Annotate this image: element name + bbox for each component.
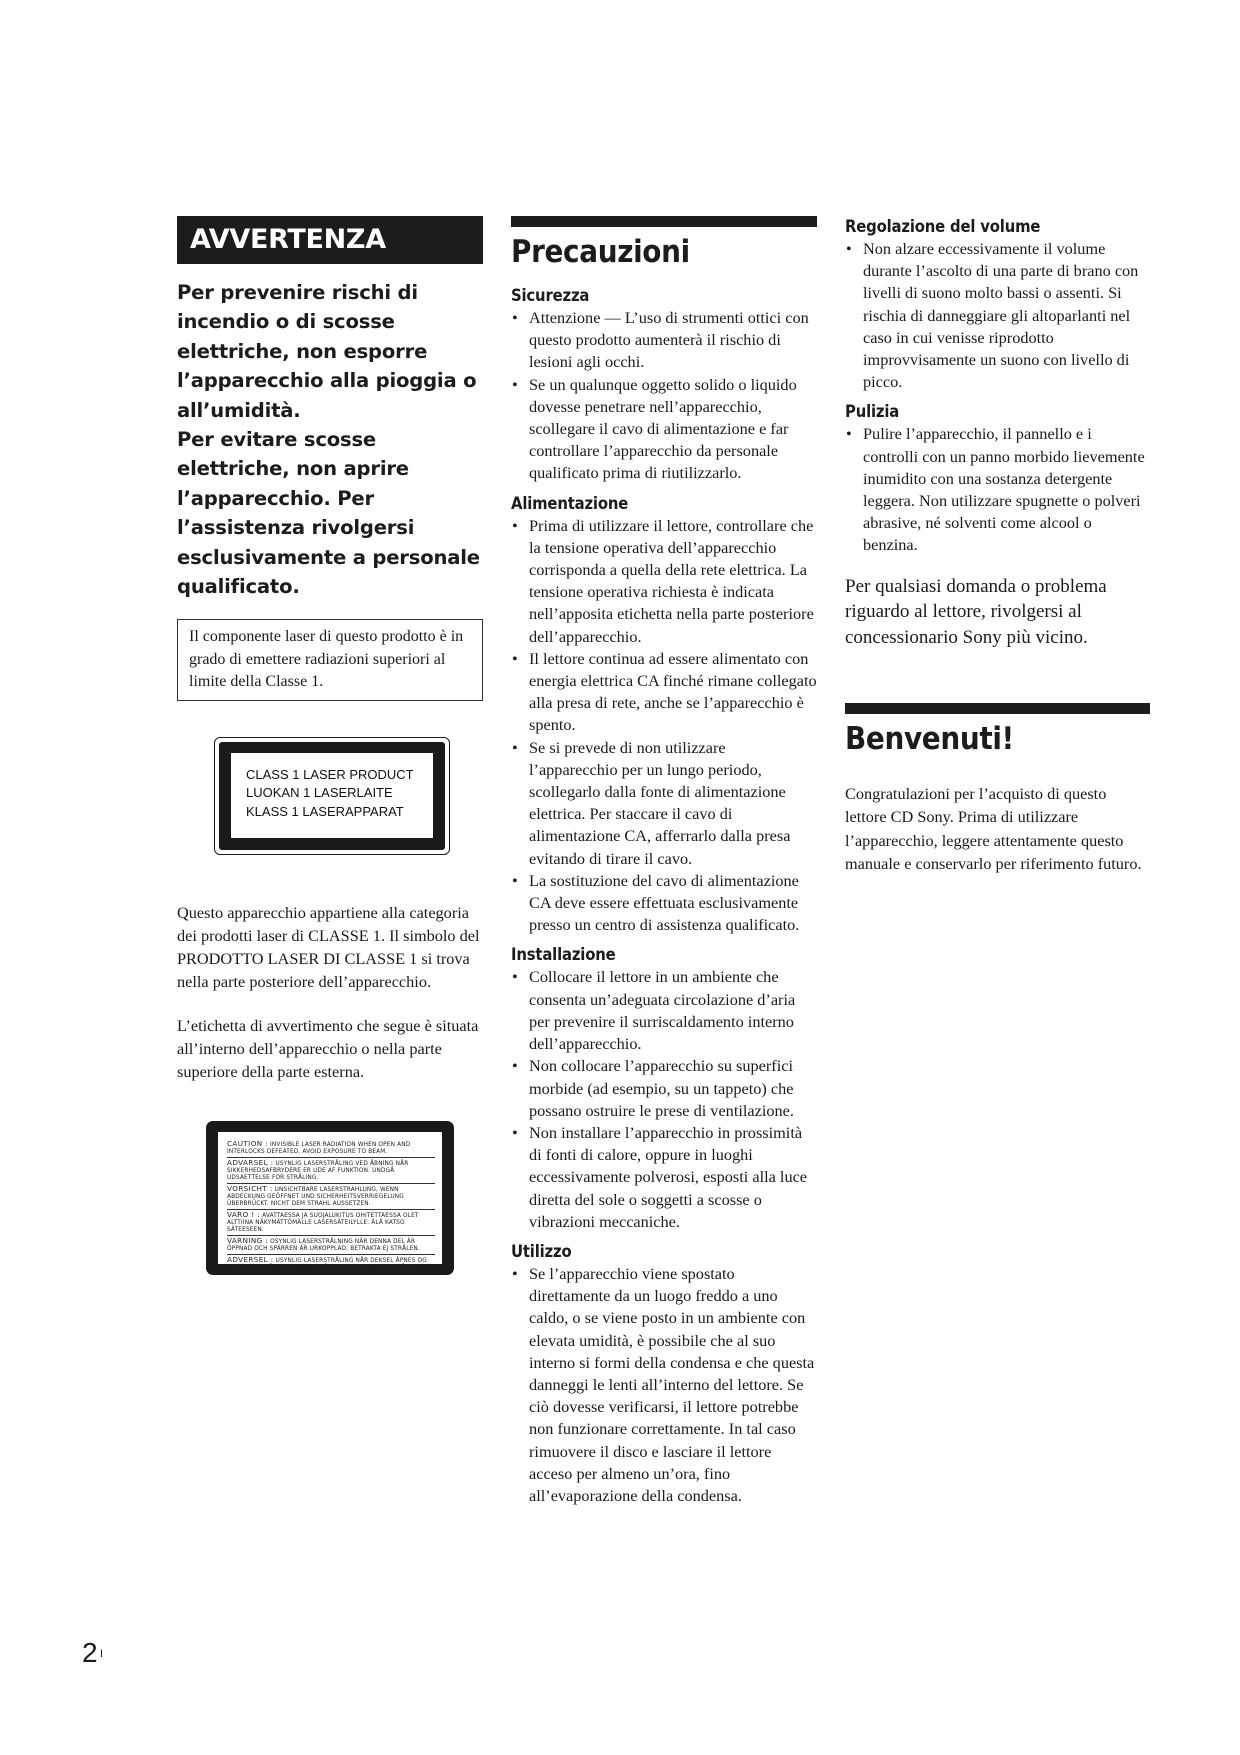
page-number-suffix: I (100, 1648, 104, 1660)
caution-line: VORSICHT : UNSICHTBARE LASERSTRAHLUNG, WENN ABDECKUNG GEÖFFNET UND SICHERHEITSVERRIEGELUNG ÜBERBRÜCKT. NICHT DEM STRAHL AUSSETZEN. (227, 1185, 435, 1210)
warning-text-fire: Per prevenire rischi di incendio o di scosse elettriche, non esporre l’apparecchio alla pioggia o all’umidità. (177, 281, 477, 422)
section-benvenuti (845, 703, 1150, 875)
section-sicurezza (511, 285, 817, 485)
volume-heading: Regolazione del volume (845, 217, 1041, 236)
caution-label (206, 1121, 454, 1275)
welcome-paragraph: Congratulazioni per l’acquisto di questo lettore CD Sony. Prima di utilizzare l’apparecchio, leggere attentamente questo manuale e conservarlo per riferimento futuro. (845, 784, 1142, 874)
alimentazione-heading: Alimentazione (511, 493, 629, 513)
caution-line: CAUTION : INVISIBLE LASER RADIATION WHEN OPEN AND INTERLOCKS DEFEATED. AVOID EXPOSURE TO BEAM. (227, 1140, 435, 1158)
sicurezza-heading: Sicurezza (511, 286, 590, 305)
laser-label-line-2: LUOKAN 1 LASERLAITE (246, 785, 393, 801)
caution-line: VARNING : OSYNLIG LASERSTRÅLNING NÄR DENNA DEL ÄR ÖPPNAD OCH SPÄRREN ÄR URKOPPLAD. BETRAKTA EJ STRÅLEN. (227, 1237, 435, 1255)
warning-text (177, 278, 483, 601)
caution-line: ADVARSEL : USYNLIG LASERSTRÅLING VED ÅBNING NÅR SIKKERHEDSAFBRYDERE ER UDE AF FUNKTION. UNDGÅ UDSAETTELSE FOR STRÅLING. (227, 1159, 435, 1184)
section-alimentazione (511, 493, 817, 937)
precauzioni-title: Precauzioni (511, 234, 690, 270)
list-item: • Collocare il lettore in un ambiente che consenta un’adeguata circolazione d’aria per prevenire il surriscaldamento interno dell’apparecchio. (511, 966, 817, 1055)
page-number: 2 (82, 1637, 98, 1668)
warning-title: AVVERTENZA (177, 216, 483, 264)
installazione-heading: Installazione (511, 945, 616, 965)
list-item: • Il lettore continua ad essere alimentato con energia elettrica CA finché rimane collegato alla presa di rete, anche se l’apparecchio è spento. (511, 648, 817, 737)
list-item: • Se un qualunque oggetto solido o liquido dovesse penetrare nell’apparecchio, scollegare il cavo di alimentazione e far controllare l’apparecchio da personale qualificato prima di riutilizzarlo. (511, 374, 817, 485)
column-right (845, 216, 1150, 875)
closing-paragraph: Per qualsiasi domanda o problema riguardo al lettore, rivolgersi al concessionario Sony più vicino. (845, 575, 1107, 648)
benvenuti-title: Benvenuti! (845, 721, 1014, 758)
list-item: • Se l’apparecchio viene spostato direttamente da un luogo freddo a uno caldo, o se viene posto in un ambiente con elevata umidità, è possibile che al suo interno si formi della condensa e che questa danneggi le lenti all’interno del lettore. Se ciò dovesse verificarsi, il lettore potrebbe non funzionare correttamente. In tal caso rimuovere il disco e lasciare il lettore acceso per almeno un’ora, fino all’evaporazione della condensa. (511, 1263, 817, 1507)
list-item: • Pulire l’apparecchio, il pannello e i controlli con un panno morbido lievemente inumidito con una sostanza detergente leggera. Non utilizzare spugnette o polveri abrasive, né solventi come alcool o benzina. (845, 423, 1150, 556)
list-item: • Prima di utilizzare il lettore, controllare che la tensione operativa dell’apparecchio corrisponda a quella della rete elettrica. La tensione operativa richiesta è indicata nell’apposita etichetta nella parte posteriore dell’apparecchio. (511, 515, 817, 648)
class1-laser-label (214, 737, 450, 855)
pulizia-heading: Pulizia (845, 402, 900, 422)
list-item: • Se si prevede di non utilizzare l’apparecchio per un lungo periodo, scollegarlo dalla fonte di alimentazione elettrica. Per staccare il cavo di alimentazione CA, afferrarlo dalla presa evitando di tirare il cavo. (511, 737, 817, 870)
utilizzo-heading: Utilizzo (511, 1241, 572, 1261)
warning-text-shock: Per evitare scosse elettriche, non aprire l’apparecchio. Per l’assistenza rivolgersi esclusivamente a personale qualificato. (177, 428, 480, 599)
section-rule (511, 216, 817, 227)
class1-paragraph: Questo apparecchio appartiene alla categoria dei prodotti laser di CLASSE 1. Il simbolo del PRODOTTO LASER DI CLASSE 1 si trova nella parte posteriore dell’apparecchio. (177, 902, 480, 991)
list-item: • Non installare l’apparecchio in prossimità di fonti di calore, oppure in luoghi eccessivamente polverosi, esposti alla luce diretta del sole o soggetti a scosse o vibrazioni meccaniche. (511, 1122, 817, 1233)
laser-label-line-3: KLASS 1 LASERAPPARAT (246, 803, 404, 819)
laser-notice-box: Il componente laser di questo prodotto è in grado di emettere radiazioni superiori al limite della Classe 1. (177, 619, 483, 701)
section-installazione (511, 944, 817, 1232)
section-utilizzo (511, 1241, 817, 1507)
list-item: • Attenzione — L’uso di strumenti ottici con questo prodotto aumenterà il rischio di lesioni agli occhi. (511, 307, 817, 374)
caution-line: ADVERSEL : USYNLIG LASERSTRÅLING NÅR DEKSEL ÅPNES OG SIKKERHEDSLÅS BRYTES. UNNGÅ EKSPONERING FOR STRÅLEN. (227, 1254, 427, 1271)
list-item: • Non alzare eccessivamente il volume durante l’ascolto di una parte di brano con livelli di suono molto bassi o assenti. Si rischia di danneggiare gli altoparlanti nel caso in cui venisse riprodotto improvvisamente un suono con livello di picco. (845, 238, 1150, 393)
section-pulizia (845, 401, 1150, 556)
section-volume (845, 216, 1150, 393)
list-item: • La sostituzione del cavo di alimentazione CA deve essere effettuata esclusivamente presso un centro di assistenza qualificato. (511, 870, 817, 937)
label-location-paragraph: L’etichetta di avvertimento che segue è situata all’interno dell’apparecchio o nella parte superiore della parte esterna. (177, 1015, 479, 1081)
caution-line: VARO ! : AVATTAESSA JA SUOJALUKITUS OHITETTAESSA OLET ALTTIINA NÄKYMÄTTÖMÄLLE LASERSÄTEILYLLE. ÄLÄ KATSO SÄTEESEEN. (227, 1211, 435, 1236)
section-rule (845, 703, 1150, 714)
column-precauzioni (511, 216, 817, 1507)
laser-label-line-1: CLASS 1 LASER PRODUCT (246, 766, 414, 782)
list-item: • Non collocare l’apparecchio su superfici morbide (ad esempio, su un tappeto) che possano ostruire le prese di ventilazione. (511, 1055, 817, 1122)
column-warning (177, 216, 483, 1275)
